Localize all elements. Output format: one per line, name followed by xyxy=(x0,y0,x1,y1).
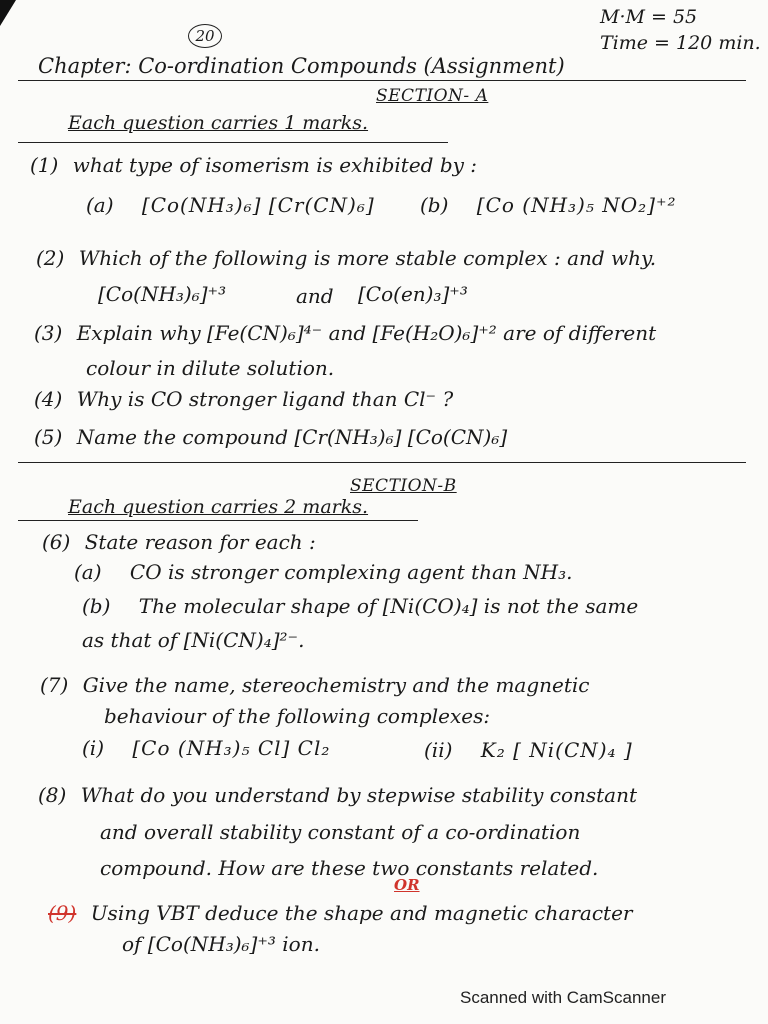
section-b-rule xyxy=(18,520,418,521)
question-6-a-text: CO is stronger complexing agent than NH₃. xyxy=(129,560,573,584)
question-3-number: (3) xyxy=(34,321,63,345)
question-5 xyxy=(34,422,507,452)
question-1-a xyxy=(86,193,375,217)
question-7-i xyxy=(82,736,330,760)
section-a-title: SECTION- A xyxy=(376,86,489,106)
page-number-circle: 20 xyxy=(188,24,222,48)
question-2 xyxy=(36,243,656,273)
question-2-formula-2: [Co(en)₃]⁺³ xyxy=(358,282,468,306)
question-7-i-label: (i) xyxy=(82,736,105,760)
question-6-b-text: The molecular shape of [Ni(CO)₄] is not the same xyxy=(138,594,639,618)
question-4-number: (4) xyxy=(34,387,63,411)
question-6-b xyxy=(82,594,638,618)
question-2-connector: and xyxy=(296,284,334,308)
section-a-rule xyxy=(18,142,448,143)
question-8-number: (8) xyxy=(38,783,67,807)
question-1-number: (1) xyxy=(30,153,59,177)
time-limit: Time = 120 min. xyxy=(600,32,761,54)
section-b-carry: Each question carries 2 marks. xyxy=(68,496,369,518)
question-3 xyxy=(34,318,656,348)
question-1-b-label: (b) xyxy=(420,193,449,217)
section-divider xyxy=(18,462,746,463)
question-6-b-text-2: as that of [Ni(CN)₄]²⁻. xyxy=(82,628,305,652)
question-6 xyxy=(42,527,316,557)
question-2-text: Which of the following is more stable complex : and why. xyxy=(78,246,657,270)
question-7 xyxy=(40,670,590,700)
question-7-i-formula: [Co (NH₃)₅ Cl] Cl₂ xyxy=(132,736,331,760)
question-3-text: Explain why [Fe(CN)₆]⁴⁻ and [Fe(H₂O)₆]⁺² are of different xyxy=(76,321,657,345)
section-b-title: SECTION-B xyxy=(350,476,457,496)
question-1-b-formula: [Co (NH₃)₅ NO₂]⁺² xyxy=(476,193,677,217)
question-9-text: Using VBT deduce the shape and magnetic character xyxy=(90,901,633,925)
question-7-text: Give the name, stereochemistry and the magnetic xyxy=(82,673,590,697)
question-1-a-formula: [Co(NH₃)₆] [Cr(CN)₆] xyxy=(141,193,375,217)
question-7-text-2: behaviour of the following complexes: xyxy=(104,704,491,728)
question-6-number: (6) xyxy=(42,530,71,554)
question-8-text-2: and overall stability constant of a co-ordination xyxy=(100,820,581,844)
question-1-a-label: (a) xyxy=(86,193,114,217)
scan-corner-mark xyxy=(0,0,16,26)
section-a-carry: Each question carries 1 marks. xyxy=(68,112,369,134)
question-7-number: (7) xyxy=(40,673,69,697)
header-info xyxy=(600,4,768,56)
question-6-a-label: (a) xyxy=(74,560,102,584)
question-4 xyxy=(34,384,453,414)
or-mark: OR xyxy=(394,876,420,894)
question-5-number: (5) xyxy=(34,425,63,449)
question-9 xyxy=(48,898,632,928)
question-6-a xyxy=(74,560,573,584)
max-marks: M·M = 55 xyxy=(600,6,698,28)
question-6-text: State reason for each : xyxy=(84,530,316,554)
question-7-ii xyxy=(424,738,633,762)
question-7-ii-label: (ii) xyxy=(424,738,453,762)
question-7-ii-formula: K₂ [ Ni(CN)₄ ] xyxy=(480,738,633,762)
question-8-text: What do you understand by stepwise stability constant xyxy=(80,783,638,807)
question-2-number: (2) xyxy=(36,246,65,270)
question-6-b-label: (b) xyxy=(82,594,111,618)
question-5-text: Name the compound [Cr(NH₃)₆] [Co(CN)₆] xyxy=(76,425,508,449)
question-1 xyxy=(30,150,477,180)
question-1-text: what type of isomerism is exhibited by : xyxy=(72,153,478,177)
question-2-formula-1: [Co(NH₃)₆]⁺³ xyxy=(98,282,227,306)
question-3-text-2: colour in dilute solution. xyxy=(86,356,335,380)
scanner-footer: Scanned with CamScanner xyxy=(460,988,667,1007)
question-9-text-2: of [Co(NH₃)₆]⁺³ ion. xyxy=(122,932,320,956)
question-1-b xyxy=(420,193,677,217)
chapter-title: Chapter: Co-ordination Compounds (Assignment) xyxy=(38,54,565,78)
question-8 xyxy=(38,780,637,810)
question-4-text: Why is CO stronger ligand than Cl⁻ ? xyxy=(76,387,454,411)
question-8-text-3: compound. How are these two constants related. xyxy=(100,856,599,880)
chapter-rule xyxy=(18,80,746,81)
question-9-number: (9) xyxy=(48,901,77,925)
